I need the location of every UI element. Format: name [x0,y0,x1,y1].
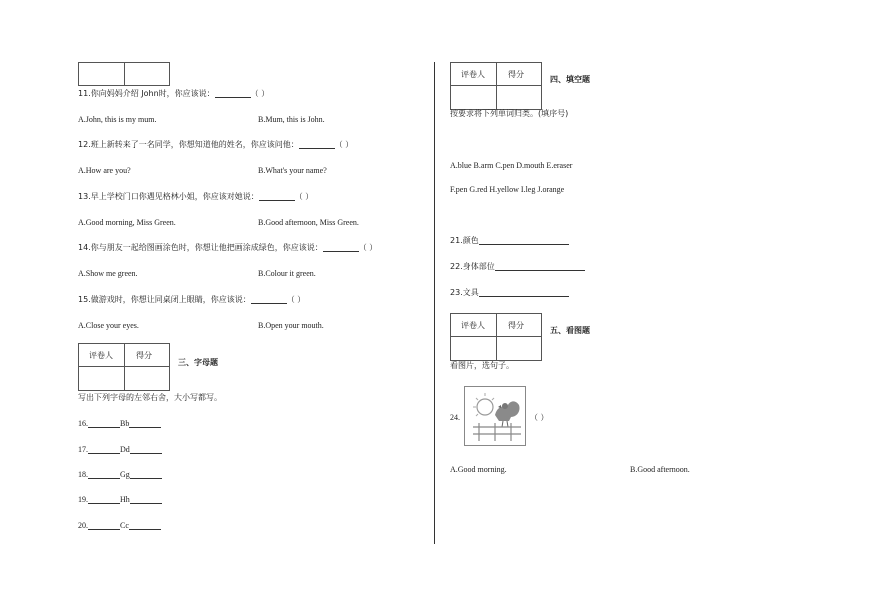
section3-score-table [78,343,170,391]
question-14 [78,244,377,252]
reviewer-label: 评卷人 [461,321,485,330]
section4-title: 四、填空题 [550,75,590,84]
answer-blank[interactable] [299,141,335,149]
q13-option-b: B.Good afternoon, Miss Green. [258,218,359,227]
answer-blank[interactable] [323,244,359,252]
top-score-table [78,62,170,86]
section5-score-table [450,313,542,361]
question-21: 21.颜色 [450,237,569,245]
q24-option-a: A.Good morning. [450,465,507,474]
letter-question-20: 20. Cc [78,522,161,530]
q14-option-a: A.Show me green. [78,269,138,278]
letter-question-19: 19. Hh [78,496,162,504]
answer-blank[interactable] [130,471,162,479]
score-label: 得分 [508,321,524,330]
q15-option-a: A.Close your eyes. [78,321,139,330]
question-11-text: 11.你向妈妈介绍 John时，你应该说： [78,89,215,98]
question-22: 22.身体部位 [450,263,585,271]
word-list-line-1: A.blue B.arm C.pen D.mouth E.eraser [450,161,573,170]
answer-blank[interactable] [130,496,162,504]
section4-instructions: 按要求将下列单词归类。(填序号) [450,109,569,118]
q12-option-a: A.How are you? [78,166,131,175]
question-11 [78,90,269,98]
answer-blank[interactable] [251,296,287,304]
score-label: 得分 [136,351,152,360]
answer-blank[interactable] [479,289,569,297]
answer-paren: （ ） [294,192,314,201]
answer-blank[interactable] [215,90,251,98]
section3-instructions: 写出下列字母的左邻右舍，大小写都写。 [78,393,222,402]
question-12 [78,141,353,149]
answer-blank[interactable] [479,237,569,245]
question-24-number: 24. [450,413,460,422]
reviewer-label: 评卷人 [461,70,485,79]
section5-instructions: 看图片，选句子。 [450,361,514,370]
answer-blank[interactable] [129,522,161,530]
section4-score-table [450,62,542,110]
letter-question-17: 17. Dd [78,446,162,454]
rooster-sunrise-icon [464,386,526,446]
answer-blank[interactable] [88,496,120,504]
question-12-text: 12.班上新转来了一名同学，你想知道他的姓名，你应该问他： [78,140,299,149]
reviewer-label: 评卷人 [89,351,113,360]
answer-blank[interactable] [130,446,162,454]
answer-blank[interactable] [88,522,120,530]
question-23: 23.文具 [450,289,569,297]
letter-question-16: 16. Bb [78,420,161,428]
answer-paren: （ ） [250,89,270,98]
answer-paren: （ ） [358,243,378,252]
answer-blank[interactable] [88,420,120,428]
score-label: 得分 [508,70,524,79]
question-24-paren: （ ） [530,413,549,422]
question-13 [78,193,313,201]
question-14-text: 14.你与朋友一起给图画涂色时，你想让他把画涂成绿色，你应该说： [78,243,323,252]
q11-option-a: A.John, this is my mum. [78,115,157,124]
answer-paren: （ ） [286,295,306,304]
answer-blank[interactable] [129,420,161,428]
section3-title: 三、字母题 [178,358,218,367]
answer-blank[interactable] [88,471,120,479]
q11-option-b: B.Mum, this is John. [258,115,325,124]
column-divider [434,62,435,544]
question-13-text: 13.早上学校门口你遇见格林小姐，你应该对她说： [78,192,259,201]
q14-option-b: B.Colour it green. [258,269,316,278]
answer-blank[interactable] [88,446,120,454]
question-15 [78,296,305,304]
answer-blank[interactable] [259,193,295,201]
q12-option-b: B.What's your name? [258,166,327,175]
q24-option-b: B.Good afternoon. [630,465,690,474]
section5-title: 五、看图题 [550,326,590,335]
answer-paren: （ ） [334,140,354,149]
word-list-line-2: F.pen G.red H.yellow I.leg J.orange [450,185,565,194]
q15-option-b: B.Open your mouth. [258,321,324,330]
question-15-text: 15.做游戏时，你想让同桌闭上眼睛，你应该说： [78,295,251,304]
letter-question-18: 18. Gg [78,471,162,479]
answer-blank[interactable] [495,263,585,271]
q13-option-a: A.Good morning, Miss Green. [78,218,176,227]
